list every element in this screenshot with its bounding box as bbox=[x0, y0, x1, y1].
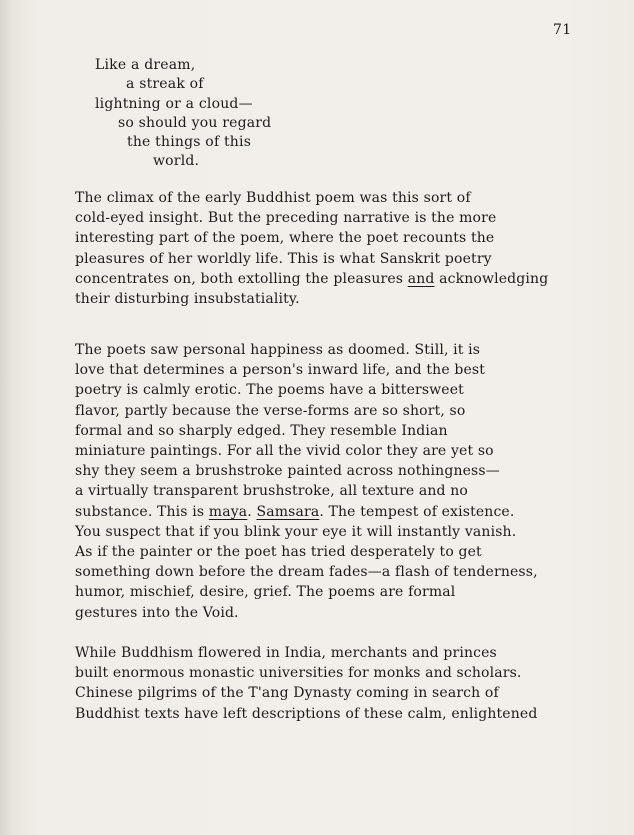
poem-line: so should you regard bbox=[118, 114, 272, 131]
paragraph-line: cold-eyed insight. But the preceding narrative is the more bbox=[75, 210, 497, 227]
paragraph-climax bbox=[75, 188, 548, 309]
paragraph-line: While Buddhism flowered in India, merchants and princes bbox=[75, 645, 497, 661]
paragraph-line: a virtually transparent brushstroke, all texture and no bbox=[75, 483, 468, 500]
text-run: concentrates on, both extolling the pleasures bbox=[75, 270, 408, 287]
underlined-word-samsara: Samsara bbox=[256, 503, 320, 520]
poem-stanza bbox=[95, 56, 271, 172]
paragraph-line: Chinese pilgrims of the T'ang Dynasty coming in search of bbox=[75, 685, 499, 702]
paragraph-line: gestures into the Void. bbox=[75, 604, 239, 621]
paragraph-line: love that determines a person's inward life, and the best bbox=[75, 362, 486, 379]
paragraph-line: pleasures of her worldly life. This is what Sanskrit poetry bbox=[75, 250, 492, 267]
text-run: acknowledging bbox=[434, 270, 549, 287]
page-number: 71 bbox=[553, 22, 572, 38]
paragraph-happiness bbox=[75, 340, 538, 623]
paragraph-line: something down before the dream fades—a flash of tenderness, bbox=[75, 564, 538, 581]
paragraph-line: You suspect that if you blink your eye it will instantly vanish. bbox=[75, 523, 517, 540]
paragraph-line: miniature paintings. For all the vivid color they are yet so bbox=[75, 443, 494, 460]
text-run: substance. This is bbox=[75, 503, 209, 520]
paragraph-line: Buddhist texts have left descriptions of these calm, enlightened bbox=[75, 705, 538, 722]
poem-line: lightning or a cloud— bbox=[95, 95, 253, 112]
poem-line: Like a dream, bbox=[95, 57, 196, 73]
paragraph-line: poetry is calmly erotic. The poems have a bittersweet bbox=[75, 382, 464, 399]
paragraph-line: interesting part of the poem, where the poet recounts the bbox=[75, 230, 495, 247]
paragraph-line: The climax of the early Buddhist poem was this sort of bbox=[75, 190, 471, 206]
paragraph-line bbox=[75, 269, 548, 289]
paragraph-buddhism bbox=[75, 643, 537, 724]
paragraph-line: humor, mischief, desire, grief. The poems are formal bbox=[75, 584, 456, 601]
text-run: . The tempest of existence. bbox=[319, 503, 515, 520]
poem-line: a streak of bbox=[126, 76, 204, 93]
paragraph-line: built enormous monastic universities for monks and scholars. bbox=[75, 665, 522, 682]
poem-line: world. bbox=[153, 153, 200, 170]
paragraph-line: their disturbing insubstatiality. bbox=[75, 291, 300, 308]
underlined-word-maya: maya bbox=[208, 503, 248, 520]
text-run: . bbox=[247, 503, 257, 520]
underlined-word: and bbox=[407, 270, 435, 287]
paragraph-line bbox=[75, 502, 538, 522]
poem-line: the things of this bbox=[127, 134, 252, 151]
paragraph-line: formal and so sharply edged. They resemble Indian bbox=[75, 422, 448, 439]
paragraph-line: As if the painter or the poet has tried desperately to get bbox=[75, 544, 482, 561]
paragraph-line: flavor, partly because the verse-forms are so short, so bbox=[75, 402, 466, 419]
paragraph-line: The poets saw personal happiness as doomed. Still, it is bbox=[75, 342, 481, 358]
paragraph-line: shy they seem a brushstroke painted across nothingness— bbox=[75, 463, 500, 480]
